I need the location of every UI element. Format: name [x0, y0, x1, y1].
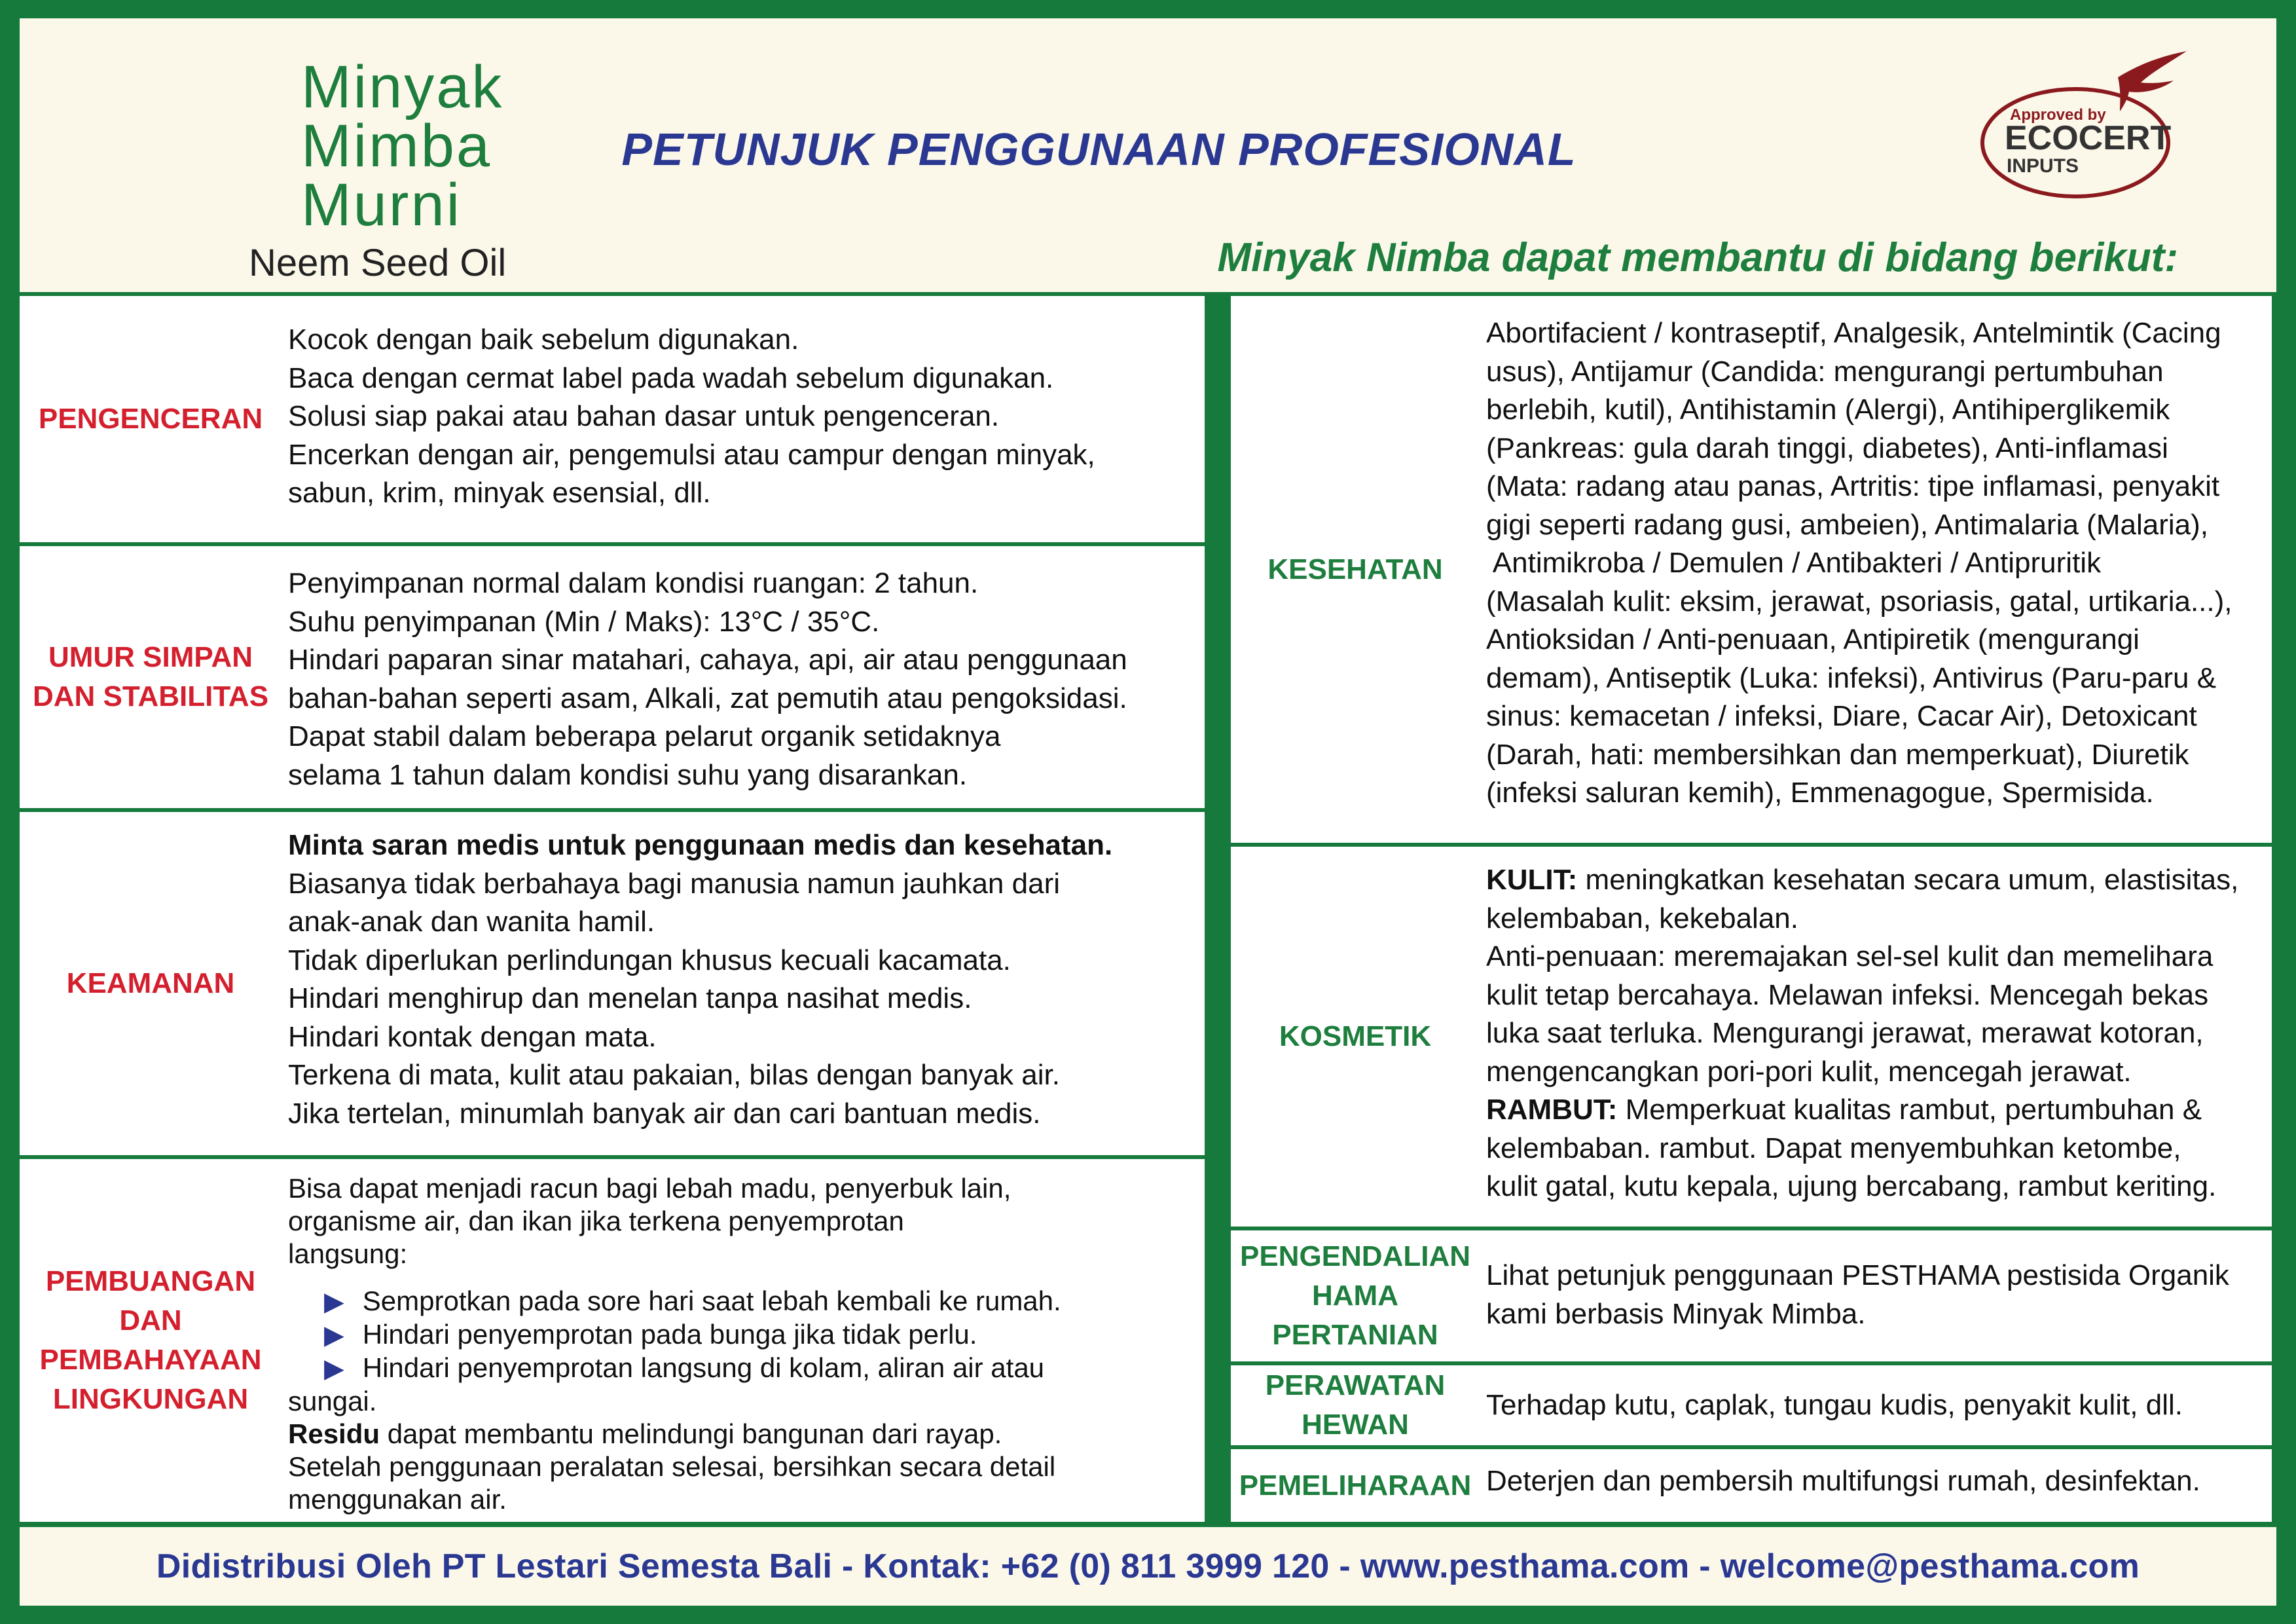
content-line: usus), Antijamur (Candida: mengurangi pertumbuhan: [1486, 355, 2164, 388]
content-line: demam), Antiseptik (Luka: infeksi), Antivirus (Paru-paru &: [1486, 661, 2217, 694]
content-line: Hindari kontak dengan mata.: [288, 1020, 657, 1053]
content-line: Suhu penyimpanan (Min / Maks): 13°C / 35°C.: [288, 605, 880, 638]
section-label: PEMBUANGAN DAN PEMBAHAYAAN LINGKUNGAN: [39, 1265, 262, 1415]
content-line: selama 1 tahun dalam kondisi suhu yang disarankan.: [288, 758, 968, 791]
content-line: (Pankreas: gula darah tinggi, diabetes), Anti-inflamasi: [1486, 432, 2168, 464]
ecocert-seal: [1977, 51, 2193, 202]
section-kosmetik: [1231, 847, 2272, 1227]
content-line: Solusi siap pakai atau bahan dasar untuk pengenceran.: [288, 400, 1000, 432]
section-kesehatan: [1231, 296, 2272, 843]
section-label: PERAWATAN HEWAN: [1265, 1369, 1446, 1441]
section-label: PENGENDALIAN HAMA PERTANIAN: [1239, 1240, 1471, 1351]
content-line: kelembaban. rambut. Dapat menyembuhkan ketombe,: [1486, 1132, 2181, 1164]
content-line: (Mata: radang atau panas, Artritis: tipe inflamasi, penyakit: [1486, 470, 2220, 502]
content-line: sinus: kemacetan / infeksi, Diare, Cacar Air), Detoxicant: [1486, 700, 2197, 732]
page-subtitle: Minyak Nimba dapat membantu di bidang berikut:: [1217, 235, 2178, 280]
kulit-bold: KULIT:: [1486, 864, 1578, 896]
content-line: Encerkan dengan air, pengemulsi atau campur dengan minyak,: [288, 438, 1095, 471]
kulit-text: meningkatkan kesehatan secara umum, elastisitas,: [1577, 864, 2239, 896]
bullet-text: Hindari penyemprotan langsung di kolam, aliran air atau: [362, 1352, 1045, 1383]
rambut-text: Memperkuat kualitas rambut, pertumbuhan &: [1617, 1094, 2202, 1126]
page-title: [20, 123, 2276, 175]
section-label: PEMELIHARAAN: [1239, 1469, 1472, 1502]
footer-contact-text: Didistribusi Oleh PT Lestari Semesta Bali - Kontak: +62 (0) 811 3999 120 - www.pesthama.com - welcome@pesthama.com: [156, 1547, 2140, 1585]
content-bold-line: Minta saran medis untuk penggunaan medis dan kesehatan.: [288, 829, 1113, 861]
brand-line: Mimba: [301, 113, 492, 179]
section-content: [282, 296, 1205, 542]
section-pembuangan: [20, 1159, 1205, 1522]
brand-line: Minyak: [301, 54, 504, 120]
section-content: [282, 546, 1205, 808]
content-line: (Darah, hati: membersihkan dan memperkuat), Diuretik: [1486, 738, 2189, 771]
content-line: Lihat petunjuk penggunaan PESTHAMA pestisida Organik: [1486, 1259, 2229, 1291]
content-line: Terkena di mata, kulit atau pakaian, bilas dengan banyak air.: [288, 1059, 1060, 1091]
page-title-text: PETUNJUK PENGGUNAAN PROFESIONAL: [621, 124, 1576, 175]
section-label: KOSMETIK: [1279, 1020, 1432, 1052]
content-line: Penyimpanan normal dalam kondisi ruangan: 2 tahun.: [288, 567, 979, 599]
content-line: Antioksidan / Anti-penuaan, Antipiretik (mengurangi: [1486, 623, 2140, 655]
content-line: Bisa dapat menjadi racun bagi lebah madu, penyerbuk lain,: [288, 1173, 1011, 1204]
bullet-text: Hindari penyemprotan pada bunga jika tidak perlu.: [362, 1319, 977, 1350]
section-content: [1480, 1365, 2272, 1445]
section-perawatan-hewan: [1231, 1365, 2272, 1445]
content-line: kulit tetap bercahaya. Melawan infeksi. Mencegah bekas: [1486, 978, 2209, 1011]
section-content: [282, 1159, 1205, 1522]
content-line: Dapat stabil dalam beberapa pelarut organik setidaknya: [288, 720, 1001, 752]
content-line: Tidak diperlukan perlindungan khusus kecuali kacamata.: [288, 944, 1011, 976]
rambut-bold: RAMBUT:: [1486, 1094, 1618, 1126]
triangle-bullet-icon: ▶: [324, 1321, 344, 1350]
content-line: bahan-bahan seperti asam, Alkali, zat pemutih atau pengoksidasi.: [288, 682, 1127, 714]
section-label: UMUR SIMPAN DAN STABILITAS: [32, 641, 269, 712]
triangle-bullet-icon: ▶: [324, 1354, 344, 1383]
triangle-bullet-icon: ▶: [324, 1287, 344, 1316]
bullet-item: [288, 1318, 1205, 1352]
content-line: menggunakan air.: [288, 1484, 507, 1515]
content-line: Kocok dengan baik sebelum digunakan.: [288, 323, 799, 356]
section-keamanan: [20, 812, 1205, 1155]
content-line: Deterjen dan pembersih multifungsi rumah, desinfektan.: [1486, 1465, 2200, 1497]
bullet-text: Semprotkan pada sore hari saat lebah kembali ke rumah.: [362, 1285, 1061, 1316]
section-pemeliharaan: [1231, 1449, 2272, 1522]
section-content: [1480, 1449, 2272, 1522]
content-line: kami berbasis Minyak Mimba.: [1486, 1297, 1866, 1330]
content-line: kulit gatal, kutu kepala, ujung bercabang, rambut keriting.: [1486, 1170, 2217, 1202]
content-line: kelembaban, kekebalan.: [1486, 902, 1798, 934]
brand-subtitle: Neem Seed Oil: [249, 242, 507, 284]
header: [20, 18, 2276, 292]
content-line: Biasanya tidak berbahaya bagi manusia namun jauhkan dari: [288, 867, 1060, 900]
content-line: organisme air, dan ikan jika terkena penyemprotan: [288, 1206, 904, 1236]
section-label: PENGENCERAN: [38, 403, 263, 435]
footer: [20, 1527, 2276, 1606]
section-content: [282, 812, 1205, 1155]
content-line: Antimikroba / Demulen / Antibakteri / Antipruritik: [1486, 547, 2102, 579]
residu-bold: Residu: [288, 1418, 380, 1449]
section-content: [1480, 847, 2272, 1227]
content-line: (infeksi saluran kemih), Emmenagogue, Spermisida.: [1486, 777, 2154, 809]
section-umur-simpan: [20, 546, 1205, 808]
section-pengenceran: [20, 296, 1205, 542]
residu-text: dapat membantu melindungi bangunan dari rayap.: [380, 1418, 1002, 1449]
bullet-item: [288, 1352, 1205, 1385]
section-label: KEAMANAN: [66, 967, 235, 999]
seal-bottom-text: INPUTS: [2007, 155, 2079, 177]
content-line: [1486, 861, 2272, 900]
content-line: Hindari paparan sinar matahari, cahaya, api, air atau penggunaan: [288, 644, 1127, 676]
seal-main-text: ECOCERT: [2005, 119, 2172, 157]
content-line: [288, 1418, 1205, 1450]
content-line: langsung:: [288, 1238, 408, 1269]
content-line: Anti-penuaan: meremajakan sel-sel kulit dan memelihara: [1486, 940, 2214, 972]
brand-line: Murni: [301, 172, 462, 238]
content-line: Setelah penggunaan peralatan selesai, bersihkan secara detail: [288, 1451, 1056, 1482]
section-content: [1480, 1230, 2272, 1361]
section-pengendalian-hama: [1231, 1230, 2272, 1361]
content-line: [1486, 1091, 2272, 1130]
content-line: Abortifacient / kontraseptif, Analgesik, Antelmintik (Cacing: [1486, 317, 2221, 349]
content-line: mengencangkan pori-pori kulit, mencegah jerawat.: [1486, 1055, 2132, 1088]
content-line: Hindari menghirup dan menelan tanpa nasihat medis.: [288, 982, 972, 1014]
content-line: berlebih, kutil), Antihistamin (Alergi), Antihiperglikemik: [1486, 394, 2170, 426]
content-line: sungai.: [288, 1386, 377, 1416]
content-line: Terhadap kutu, caplak, tungau kudis, penyakit kulit, dll.: [1486, 1389, 2183, 1421]
content-line: luka saat terluka. Mengurangi jerawat, merawat kotoran,: [1486, 1017, 2204, 1049]
section-content: [1480, 296, 2272, 843]
swallow-icon: [2118, 51, 2187, 111]
content-line: gigi seperti radang gusi, ambeien), Antimalaria (Malaria),: [1486, 508, 2208, 541]
content-line: Baca dengan cermat label pada wadah sebelum digunakan.: [288, 361, 1054, 394]
right-column: [1231, 296, 2276, 1522]
content-line: (Masalah kulit: eksim, jerawat, psoriasis, gatal, urtikaria...),: [1486, 585, 2232, 618]
content-line: sabun, krim, minyak esensial, dll.: [288, 477, 711, 509]
left-column: [20, 296, 1218, 1522]
content-line: Jika tertelan, minumlah banyak air dan cari bantuan medis.: [288, 1097, 1041, 1130]
section-label: KESEHATAN: [1267, 553, 1443, 585]
seal-top-text: Approved by: [2010, 106, 2106, 124]
content-line: anak-anak dan wanita hamil.: [288, 906, 655, 938]
bullet-item: [288, 1285, 1205, 1318]
